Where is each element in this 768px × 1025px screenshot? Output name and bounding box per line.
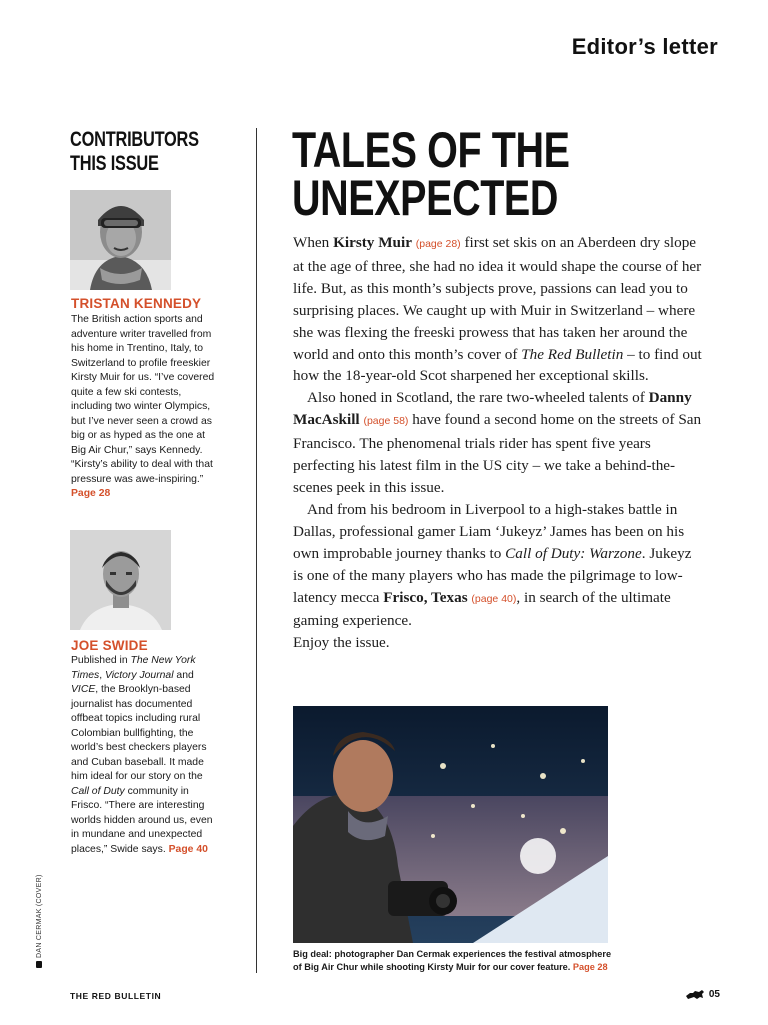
- contributor-name: JOE SWIDE: [71, 638, 148, 653]
- paragraph: [293, 232, 703, 387]
- paragraph: [293, 387, 703, 499]
- camera-icon: [36, 961, 42, 968]
- italic-title: Call of Duty: Warzone: [505, 544, 642, 562]
- bio-text: and: [173, 669, 194, 681]
- footer-page: [685, 988, 720, 1000]
- column-divider: [256, 128, 257, 973]
- text: first set skis on an Aberdeen dry slope at the age of three, she had no idea it would shape the course of her life. But, as this month’s subjects prove, passions can lead you to surprising places. We caught up with Muir in Switzerland – where she was flexing the freeski prowess that has taken her around the world and onto this month’s cover of: [293, 234, 702, 363]
- contributors-heading-line1: CONTRIBUTORS: [70, 128, 199, 151]
- page-reference[interactable]: Page 40: [168, 843, 208, 855]
- page-reference[interactable]: (page 40): [471, 592, 517, 605]
- italic-title: The Red Bulletin: [521, 345, 624, 363]
- paragraph: [293, 499, 703, 632]
- contributor-name: TRISTAN KENNEDY: [71, 296, 202, 311]
- text: And from his bedroom in Liverpool to a high-stakes battle in Dallas, professional gamer Liam ‘Jukeyz’ James has been on his own improbable journey thanks to: [293, 500, 685, 562]
- photo-caption: [293, 948, 613, 973]
- bio-text: ,: [99, 669, 105, 681]
- paragraph: Enjoy the issue.: [293, 634, 390, 652]
- headline-line2: UNEXPECTED: [292, 170, 559, 226]
- footer-publication: THE RED BULLETIN: [70, 991, 162, 1001]
- bio-text: community in Frisco. “There are interesting worlds hidden around us, even in mundane and unexpected places,” Swide says.: [71, 785, 213, 855]
- article-body: [293, 232, 703, 654]
- text: Also honed in Scotland, the rare two-wheeled talents of: [307, 389, 649, 407]
- contributor-bio: [71, 654, 221, 857]
- page-reference[interactable]: Page 28: [572, 961, 608, 972]
- text: have found a second home on the streets of San Francisco. The phenomenal trials rider has spent five years perfecting his latest film in the US city – we take a behind-the-scenes peek in this issue.: [293, 411, 702, 496]
- bull-logo-icon: [685, 988, 705, 1000]
- text: , in search of the ultimate gaming experience.: [293, 588, 671, 630]
- page-reference[interactable]: (page 28): [415, 238, 461, 250]
- bio-italic: VICE: [71, 684, 96, 695]
- bio-italic: Call of Duty: [71, 785, 125, 797]
- bio-italic: Victory Journal: [104, 669, 174, 681]
- text: . Jukeyz is one of the many players who has made the pilgrimage to low-latency mecca: [293, 544, 692, 606]
- bio-text: , the Brooklyn-based journalist has documented offbeat topics including rural Colombian bullfighting, the world’s best checkers players and Cuban baseball. It made him ideal for our story on the: [71, 684, 207, 782]
- section-label: Editor’s letter: [571, 34, 718, 59]
- credit-text: DAN CERMAK (COVER): [36, 874, 43, 958]
- page-reference[interactable]: Page 28: [71, 488, 111, 499]
- photo-credit: [36, 874, 43, 968]
- contributor-bio-text: The British action sports and adventure writer travelled from his home in Trentino, Italy, to Switzerland to profile freeskier Kirsty Muir for us. “I’ve covered quite a few ski contests, including two winter Olympics, but I’ve never seen a crowd as big or as hyped as the one at Big Air Chur,” says Kennedy. “Kirsty’s ability to deal with that pressure was awe-inspiring.”: [71, 314, 215, 485]
- page-reference[interactable]: (page 58): [363, 415, 409, 428]
- bio-italic: The New York Times: [71, 655, 196, 681]
- text: – to find out how the 18-year-old Scot sharpened her exceptional skills.: [293, 345, 702, 385]
- headline-line1: TALES OF THE: [292, 122, 570, 178]
- caption-text: Big deal: photographer Dan Cermak experiences the festival atmosphere of Big Air Chur while shooting Kirsty Muir for our cover feature.: [293, 949, 612, 972]
- contributors-sidebar: [70, 128, 220, 176]
- bio-text: Published in: [71, 655, 131, 666]
- page-number: 05: [708, 988, 720, 1000]
- bold-name: Kirsty Muir: [333, 234, 412, 251]
- article-headline: [292, 122, 608, 226]
- bold-name: Frisco, Texas: [383, 588, 468, 606]
- contributors-heading: [70, 128, 210, 176]
- contributor-bio: [71, 313, 221, 502]
- bold-name: Danny MacAskill: [293, 389, 692, 429]
- contributor-photo-swide: [70, 530, 171, 630]
- text: When: [293, 234, 334, 251]
- main-photo: [293, 706, 608, 943]
- contributors-heading-line2: THIS ISSUE: [70, 152, 159, 175]
- contributor-photo-kennedy: [70, 190, 171, 290]
